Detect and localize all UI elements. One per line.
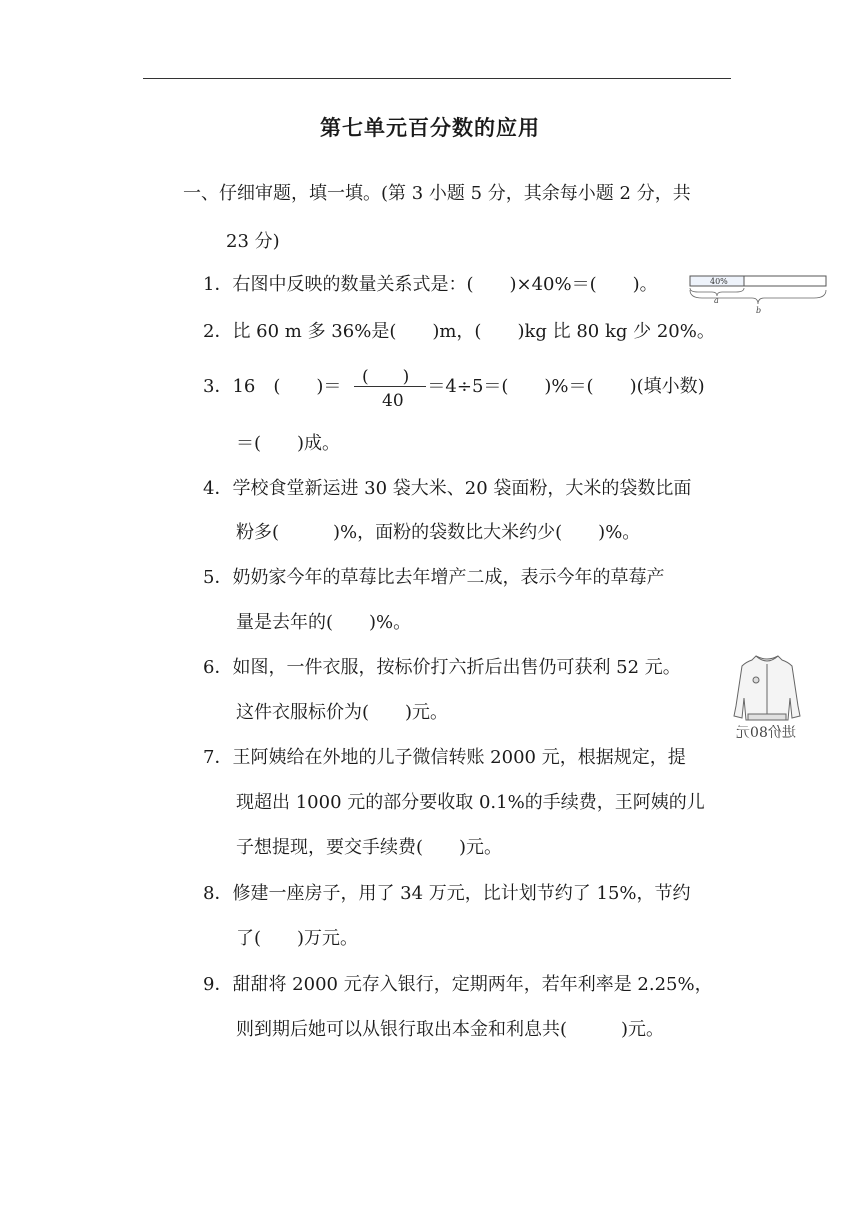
question-text: 修建一座房子，用了 34 万元，比计划节约了 15%，节约	[232, 883, 691, 904]
question-text: 比 60 m 多 36%是( )m，( )kg 比 80 kg 少 20%。	[232, 321, 715, 342]
question-7	[203, 746, 686, 770]
question-3-line2: ＝( )成。	[236, 433, 341, 454]
fraction-denominator: 40	[382, 391, 404, 411]
question-text: 王阿姨给在外地的儿子微信转账 2000 元，根据规定，提	[232, 747, 686, 768]
question-number: 1．	[203, 274, 233, 295]
question-number: 2．	[203, 321, 233, 342]
fraction-numerator: ( )	[362, 367, 410, 387]
question-7-line3: 子想提现，要交手续费( )元。	[236, 837, 503, 858]
page-title: 第七单元百分数的应用	[320, 116, 540, 140]
question-6	[203, 656, 681, 680]
question-4-line2: 粉多( )%，面粉的袋数比大米约少( )%。	[236, 522, 641, 543]
jacket-price-label: 进价80元	[736, 725, 796, 741]
question-number: 5．	[203, 567, 233, 588]
question-text: 如图，一件衣服，按标价打六折后出售仍可获利 52 元。	[232, 657, 681, 678]
question-text: 奶奶家今年的草莓比去年增产二成，表示今年的草莓产	[232, 567, 665, 588]
bar-label-a: a	[714, 296, 719, 305]
question-9-line2: 则到期后她可以从银行取出本金和利息共( )元。	[236, 1019, 665, 1040]
question-text-a: 16 ( )＝	[232, 376, 342, 397]
question-4	[203, 477, 691, 501]
section-heading-line2: 23 分)	[226, 231, 280, 252]
question-number: 9．	[203, 974, 233, 995]
question-5-line2: 量是去年的( )%。	[236, 612, 412, 633]
section-heading-line1: 一、仔细审题，填一填。(第 3 小题 5 分，其余每小题 2 分，共	[183, 183, 691, 204]
question-number: 4．	[203, 478, 233, 499]
question-2	[203, 320, 715, 344]
question-text: 学校食堂新运进 30 袋大米、20 袋面粉，大米的袋数比面	[232, 478, 692, 499]
question-text-b: ＝4÷5＝( )%＝( )(填小数)	[427, 376, 705, 397]
question-8-line2: 了( )万元。	[236, 928, 359, 949]
fraction-bar	[354, 386, 426, 387]
bar-label-b: b	[756, 306, 762, 315]
question-number: 8．	[203, 883, 233, 904]
question-9	[203, 973, 713, 997]
question-3-line1	[203, 375, 705, 399]
question-text: 甜甜将 2000 元存入银行，定期两年，若年利率是 2.25%，	[232, 974, 713, 995]
question-6-line2: 这件衣服标价为( )元。	[236, 702, 449, 723]
bar-diagram	[688, 270, 830, 316]
question-text: 右图中反映的数量关系式是：( )×40%＝( )。	[232, 274, 658, 295]
question-8	[203, 882, 691, 906]
question-1	[203, 273, 658, 297]
question-number: 3．	[203, 376, 233, 397]
bar-percent-label: 40%	[710, 277, 728, 286]
question-5	[203, 566, 664, 590]
question-7-line2: 现超出 1000 元的部分要收取 0.1%的手续费，王阿姨的儿	[236, 792, 705, 813]
question-number: 7．	[203, 747, 233, 768]
question-number: 6．	[203, 657, 233, 678]
top-rule	[143, 78, 731, 79]
